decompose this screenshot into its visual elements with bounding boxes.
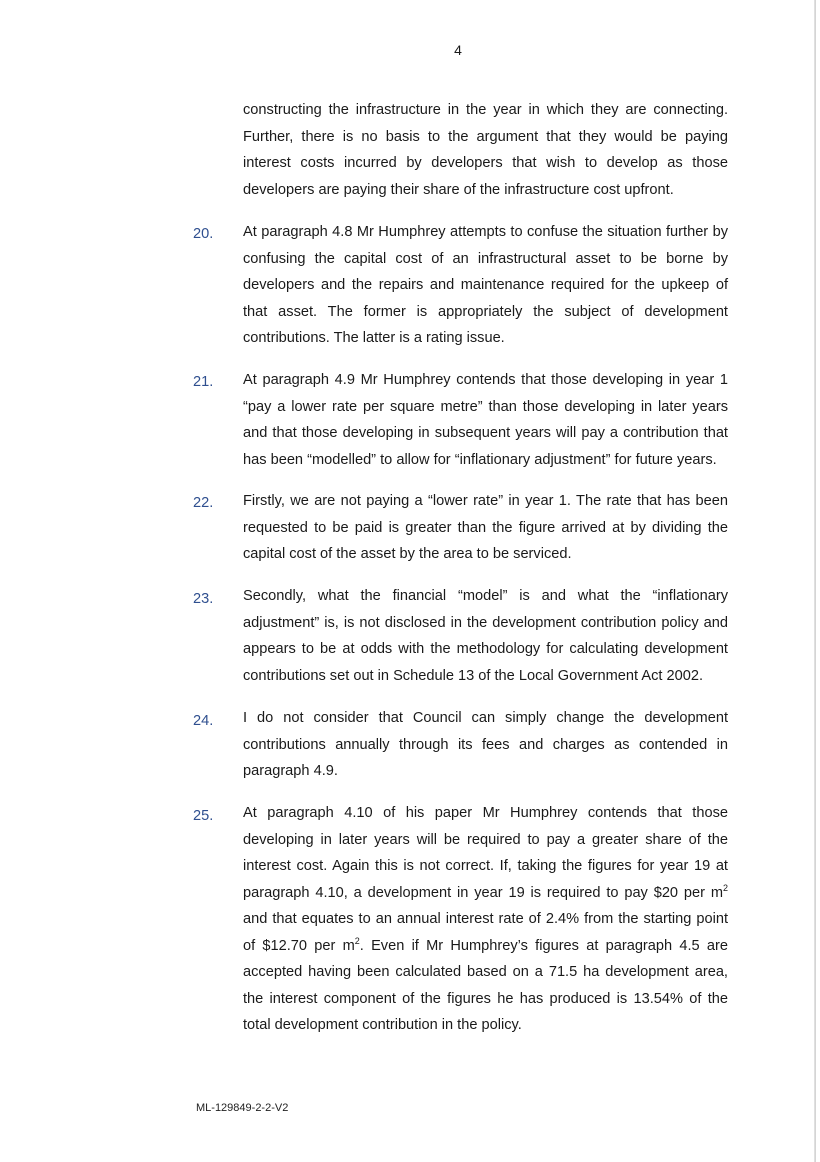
page-number: 4: [454, 42, 462, 58]
paragraph-number-25: 25.: [193, 808, 214, 824]
page-edge: [814, 0, 816, 1162]
paragraph-number-21: 21.: [193, 374, 214, 390]
paragraph-24-text: I do not consider that Council can simply change the development contributions annually through its fees and charges as contended in paragraph 4.9.: [243, 710, 728, 779]
paragraph-21-text: At paragraph 4.9 Mr Humphrey contends that those developing in year 1 “pay a lower rate per square metre” than those developing in later years and that those developing in subsequent years will pay a contribution that has been “modelled” to allow for “inflationary adjustment” for future years.: [243, 372, 728, 468]
paragraph-number-23: 23.: [193, 591, 214, 607]
paragraph-25-part3: . Even if Mr Humphrey’s figures at paragraph 4.5 are accepted having been calculated based on a 71.5 ha development area, the interest component of the figures he has produced is 13.54% of the total development contribution in the policy.: [243, 937, 728, 1033]
superscript-squared-2: 2: [354, 935, 360, 946]
paragraph-number-24: 24.: [193, 713, 214, 729]
paragraph-25-text: [243, 800, 728, 1039]
superscript-squared-1: 2: [722, 882, 728, 893]
paragraph-number-20: 20.: [193, 226, 214, 242]
paragraph-20-text: At paragraph 4.8 Mr Humphrey attempts to confuse the situation further by confusing the capital cost of an infrastructural asset to be borne by developers and the repairs and maintenance required for the upkeep of that asset. The former is appropriately the subject of development contributions. The latter is a rating issue.: [243, 224, 728, 346]
document-footer-id: ML-129849-2-2-V2: [196, 1102, 289, 1114]
paragraph-number-22: 22.: [193, 495, 214, 511]
paragraph-23-text: Secondly, what the financial “model” is and what the “inflationary adjustment” is, is not disclosed in the development contribution policy and appears to be at odds with the methodology for calculating development contributions set out in Schedule 13 of the Local Government Act 2002.: [243, 588, 728, 684]
paragraph-22-text: Firstly, we are not paying a “lower rate” in year 1. The rate that has been requested to be paid is greater than the figure arrived at by dividing the capital cost of the asset by the area to be serviced.: [243, 493, 728, 562]
paragraph-25-part1: At paragraph 4.10 of his paper Mr Humphrey contends that those developing in later years will be required to pay a greater share of the interest cost. Again this is not correct. If, taking the figures for year 19 at paragraph 4.10, a development in year 19 is required to pay $20 per m: [243, 805, 728, 901]
continuation-paragraph: constructing the infrastructure in the year in which they are connecting. Further, there is no basis to the argument that they would be paying interest costs incurred by developers that wish to develop as those developers are paying their share of the infrastructure cost upfront.: [243, 102, 728, 198]
paragraph-25-part2: and that equates to an annual interest rate of 2.4% from the starting point of $12.70 per m: [243, 911, 728, 954]
